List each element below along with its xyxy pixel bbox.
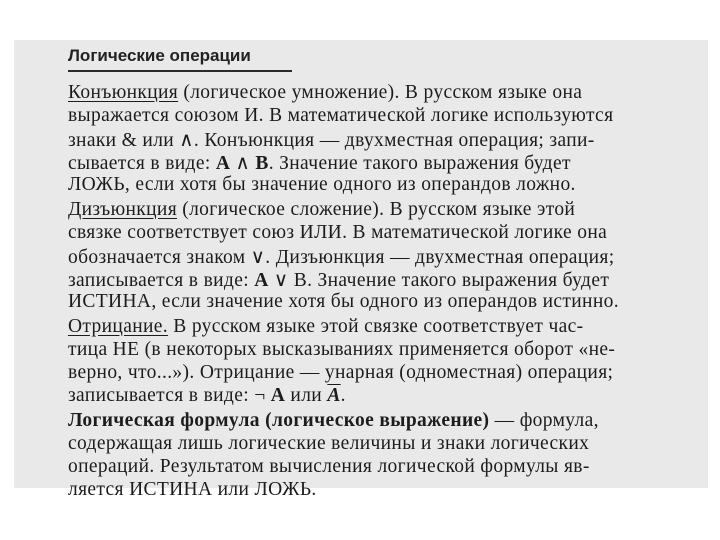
formula-line-1: [68, 410, 599, 432]
negation-line-2: тица НЕ (в некоторых высказываниях применяется оборот «не-: [68, 339, 616, 360]
disjunction-line-4a: записывается в виде:: [68, 270, 255, 291]
conjunction-line-2: выражается союзом И. В математической логике используются: [68, 105, 614, 126]
negation-expr-a: А: [270, 385, 286, 406]
conjunction-expr-b: В: [255, 153, 269, 174]
conjunction-line-4: [68, 151, 571, 175]
negation-line-4a: записывается в виде: ¬: [68, 385, 271, 406]
conjunction-line-5: ЛОЖЬ, если хотя бы значение одного из операндов ложно.: [68, 174, 576, 195]
disjunction-line-4: [68, 268, 609, 292]
conjunction-line-4a: сывается в виде:: [68, 153, 216, 174]
page-heading: Логические операции: [68, 46, 251, 65]
formula-term: Логическая формула (логическое выражение): [68, 410, 490, 431]
conjunction-line-3: знаки & или ∧. Конъюнкция — двухместная операция; запи-: [68, 130, 595, 151]
disjunction-expr-a: А: [254, 270, 269, 291]
negation-line-4-mid: или: [285, 385, 328, 406]
disjunction-line-5: ИСТИНА, если значение хотя бы одного из операндов истинно.: [68, 291, 619, 312]
disjunction-operator: ∨: [268, 270, 294, 291]
negation-line-1-text: В русском языке этой связке соответствует час-: [168, 316, 584, 337]
conjunction-term: Конъюнкция: [68, 82, 179, 103]
formula-line-3: операций. Результатом вычисления логической формулы яв-: [68, 456, 590, 477]
conjunction-operator: ∧: [230, 153, 256, 174]
negation-line-4-end: .: [340, 385, 346, 406]
formula-line-2: содержащая лишь логические величины и знаки логических: [68, 433, 590, 454]
disjunction-line-1-text: (логическое сложение). В русском языке этой: [177, 199, 576, 220]
conjunction-line-1: [68, 82, 582, 104]
formula-line-4: ляется ИСТИНА или ЛОЖЬ.: [68, 479, 317, 500]
conjunction-expr-a: А: [215, 153, 231, 174]
heading-underline: [68, 70, 292, 72]
negation-line-1: [68, 316, 583, 338]
negation-line-3: верно, что...»). Отрицание — унарная (одноместная) операция;: [68, 362, 614, 383]
disjunction-line-2: связке соответствует союз ИЛИ. В математической логике она: [68, 222, 608, 243]
negation-term: Отрицание.: [68, 316, 169, 337]
negation-line-4: [68, 385, 346, 407]
negation-expr-overline: $\overline{A}$: [327, 385, 341, 406]
disjunction-line-3: обозначается знаком ∨. Дизъюнкция — двухместная операция;: [68, 247, 615, 268]
disjunction-line-1: [68, 199, 575, 221]
conjunction-line-1-text: (логическое умножение). В русском языке она: [178, 82, 583, 103]
conjunction-line-4b: . Значение такого выражения будет: [268, 153, 571, 174]
disjunction-expr-b: В: [293, 270, 308, 291]
disjunction-term: Дизъюнкция: [68, 199, 178, 220]
formula-line-1-text: — формула,: [489, 410, 599, 431]
disjunction-line-4b: . Значение такого выражения будет: [307, 270, 610, 291]
